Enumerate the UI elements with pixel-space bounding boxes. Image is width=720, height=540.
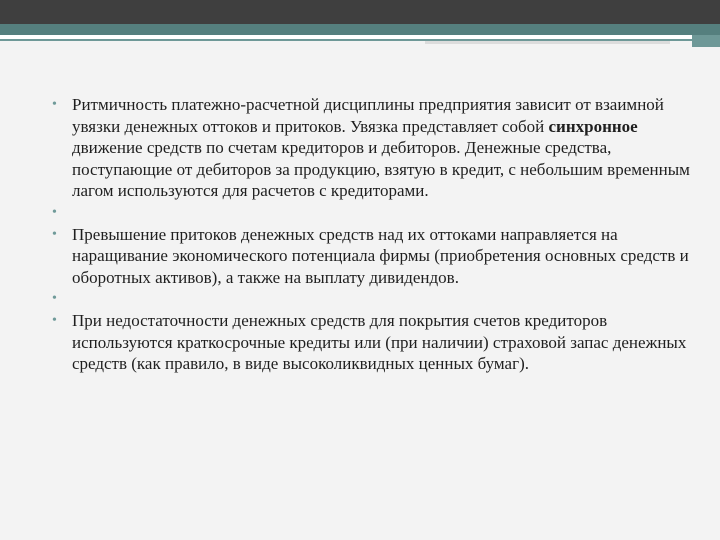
bullet-item xyxy=(50,94,690,202)
bullet-text-bold: синхронное xyxy=(548,116,638,136)
header-teal-band xyxy=(0,24,720,35)
bullet-icon: • xyxy=(52,226,57,242)
header-dark-bar xyxy=(0,0,720,24)
bullet-text: Ритмичность платежно-расчетной дисциплины предприятия зависит от взаимной увязки денежных оттоков и притоков. Увязка представляет собой xyxy=(72,95,664,136)
bullet-list xyxy=(50,94,690,375)
bullet-text-end: движение средств по счетам кредиторов и дебиторов. Денежные средства, поступающие от дебиторов за продукцию, взятую в кредит, с небольшим временным лагом используются для расчетов с кредиторами. xyxy=(72,138,690,201)
bullet-text: При недостаточности денежных средств для покрытия счетов кредиторов используются краткосрочные кредиты или (при наличии) страховой запас денежных средств (как правило, в виде высоколиквидных ценных бумаг). xyxy=(72,310,687,374)
bullet-item xyxy=(50,224,690,289)
bullet-icon: • xyxy=(52,204,57,220)
bullet-icon: • xyxy=(52,312,57,328)
bullet-text: Превышение притоков денежных средств над их оттоками направляется на наращивание экономического потенциала фирмы (приобретения основных средств и оборотных активов), а также на выплату дивидендов. xyxy=(72,224,689,287)
bullet-icon: • xyxy=(52,97,57,112)
header-light-accent xyxy=(425,41,670,44)
bullet-item-empty xyxy=(50,288,690,310)
header-teal-accent xyxy=(692,35,720,47)
bullet-item xyxy=(50,310,690,375)
bullet-item-empty xyxy=(50,202,690,224)
slide-body xyxy=(50,94,690,375)
bullet-icon: • xyxy=(52,291,57,307)
